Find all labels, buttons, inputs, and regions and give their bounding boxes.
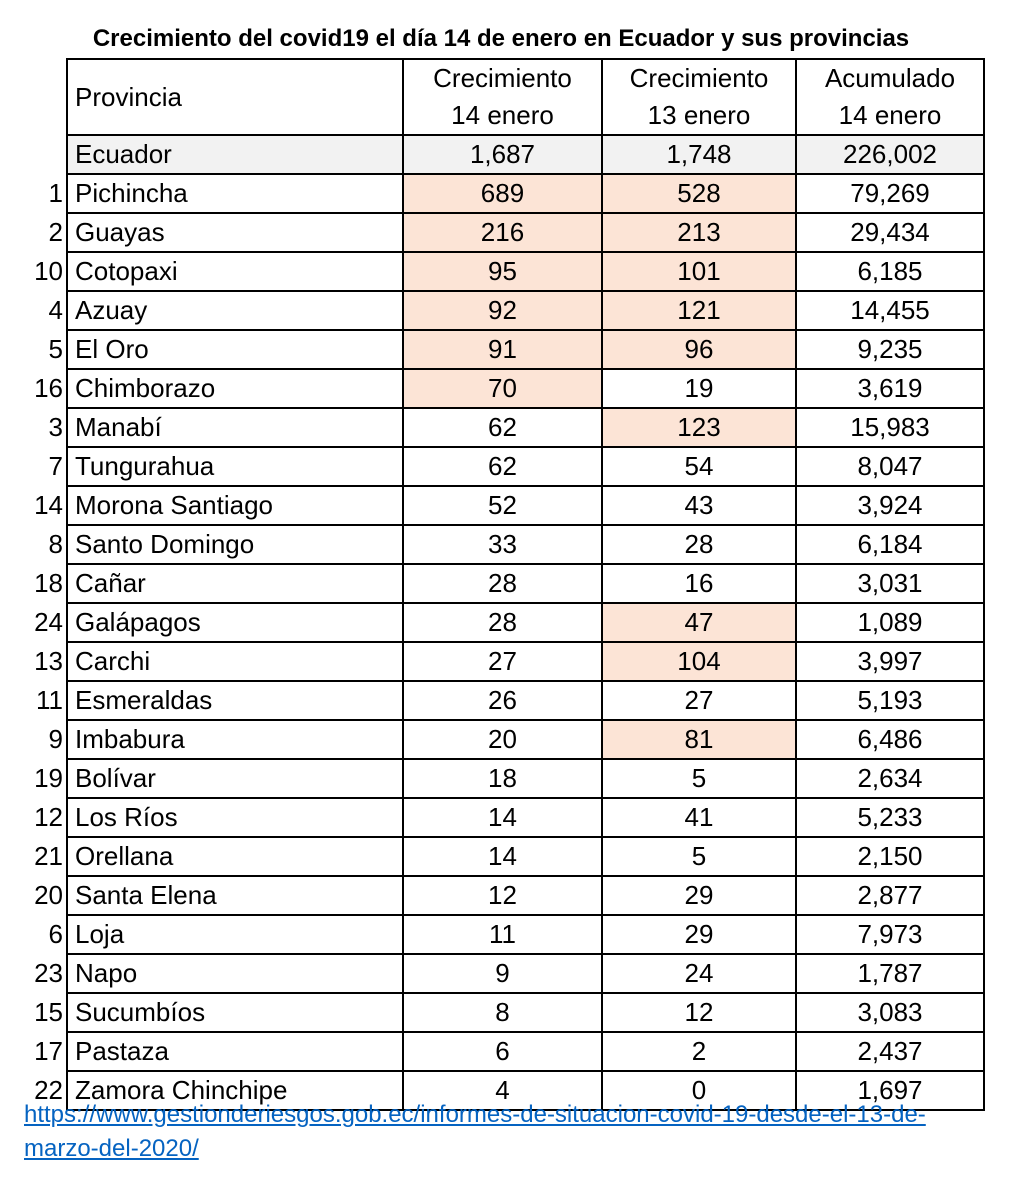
rank-header	[16, 59, 67, 135]
rank-cell: 7	[48, 451, 63, 481]
growth-13-cell: 213	[602, 213, 796, 252]
accumulated-cell: 2,877	[796, 876, 984, 915]
growth-13-cell: 28	[602, 525, 796, 564]
province-name-cell: Chimborazo	[67, 369, 403, 408]
growth-14-cell: 14	[403, 837, 602, 876]
province-name-cell: Loja	[67, 915, 403, 954]
growth-13-cell: 528	[602, 174, 796, 213]
province-name-cell: Orellana	[67, 837, 403, 876]
table-row	[16, 1032, 984, 1071]
table-row	[16, 369, 984, 408]
accumulated-cell: 3,997	[796, 642, 984, 681]
growth-14-cell: 6	[403, 1032, 602, 1071]
rank-cell: 17	[34, 1036, 63, 1066]
rank-cell: 15	[34, 997, 63, 1027]
growth-14-cell: 14	[403, 798, 602, 837]
accumulated-cell: 6,185	[796, 252, 984, 291]
table-row	[16, 603, 984, 642]
growth-14-cell: 52	[403, 486, 602, 525]
growth-13-cell: 2	[602, 1032, 796, 1071]
accumulated-cell: 1,787	[796, 954, 984, 993]
table-row	[16, 447, 984, 486]
rank-cell: 13	[34, 646, 63, 676]
table-row	[16, 798, 984, 837]
growth-13-cell: 27	[602, 681, 796, 720]
rank-cell: 3	[48, 412, 63, 442]
accumulated-cell: 6,184	[796, 525, 984, 564]
table-row	[16, 876, 984, 915]
total-growth-14-cell: 1,687	[403, 135, 602, 174]
table-row	[16, 642, 984, 681]
rank-cell: 18	[34, 568, 63, 598]
growth-14-cell: 28	[403, 564, 602, 603]
province-name-cell: Bolívar	[67, 759, 403, 798]
rank-cell: 4	[48, 295, 63, 325]
total-rank-cell	[16, 135, 67, 174]
rank-cell: 1	[48, 178, 63, 208]
province-name-cell: Cotopaxi	[67, 252, 403, 291]
rank-cell: 12	[34, 802, 63, 832]
table-row	[16, 291, 984, 330]
rank-cell: 14	[34, 490, 63, 520]
accumulated-cell: 2,150	[796, 837, 984, 876]
growth-13-cell: 16	[602, 564, 796, 603]
table-row	[16, 252, 984, 291]
growth-14-cell: 11	[403, 915, 602, 954]
accumulated-cell: 6,486	[796, 720, 984, 759]
growth-14-cell: 62	[403, 408, 602, 447]
accumulated-cell: 1,697	[796, 1071, 984, 1110]
rank-cell: 5	[48, 334, 63, 364]
table-row	[16, 993, 984, 1032]
growth-13-cell: 12	[602, 993, 796, 1032]
total-row	[16, 135, 984, 174]
province-name-cell: Azuay	[67, 291, 403, 330]
growth-13-cell: 29	[602, 876, 796, 915]
source-link[interactable]: https://www.gestionderiesgos.gob.ec/informes-de-situacion-covid-19-desde-el-13-de-marzo-del-2020/	[24, 1101, 926, 1162]
total-accumulated-cell: 226,002	[796, 135, 984, 174]
rank-cell: 19	[34, 763, 63, 793]
rank-cell: 10	[34, 256, 63, 286]
growth-13-cell: 47	[602, 603, 796, 642]
growth-13-cell: 41	[602, 798, 796, 837]
rank-cell: 6	[48, 919, 63, 949]
rank-cell: 20	[34, 880, 63, 910]
table-row	[16, 330, 984, 369]
growth-14-cell: 33	[403, 525, 602, 564]
province-name-cell: Morona Santiago	[67, 486, 403, 525]
growth-14-cell: 18	[403, 759, 602, 798]
accumulated-cell: 3,619	[796, 369, 984, 408]
growth-14-cell: 8	[403, 993, 602, 1032]
accumulated-cell: 8,047	[796, 447, 984, 486]
province-name-cell: Manabí	[67, 408, 403, 447]
rank-cell: 9	[48, 724, 63, 754]
growth-14-cell: 62	[403, 447, 602, 486]
accumulated-cell: 5,193	[796, 681, 984, 720]
accumulated-header	[796, 59, 984, 135]
growth-13-cell: 43	[602, 486, 796, 525]
province-name-cell: Napo	[67, 954, 403, 993]
table-row	[16, 564, 984, 603]
accumulated-cell: 29,434	[796, 213, 984, 252]
growth-13-cell: 24	[602, 954, 796, 993]
accumulated-cell: 15,983	[796, 408, 984, 447]
accumulated-cell: 2,634	[796, 759, 984, 798]
rank-cell: 22	[34, 1075, 63, 1105]
growth-14-cell: 689	[403, 174, 602, 213]
growth-14-cell: 26	[403, 681, 602, 720]
table-row	[16, 759, 984, 798]
accumulated-cell: 14,455	[796, 291, 984, 330]
growth-14-cell: 9	[403, 954, 602, 993]
province-name-cell: Tungurahua	[67, 447, 403, 486]
table-row	[16, 915, 984, 954]
growth-14-cell: 70	[403, 369, 602, 408]
growth-13-cell: 96	[602, 330, 796, 369]
province-name-cell: El Oro	[67, 330, 403, 369]
province-name-cell: Santo Domingo	[67, 525, 403, 564]
rank-cell: 23	[34, 958, 63, 988]
growth-14-header	[403, 59, 602, 135]
growth-14-cell: 28	[403, 603, 602, 642]
table-row	[16, 525, 984, 564]
rank-cell: 24	[34, 607, 63, 637]
growth-14-cell: 92	[403, 291, 602, 330]
growth-14-cell: 95	[403, 252, 602, 291]
growth-13-cell: 29	[602, 915, 796, 954]
growth-13-cell: 5	[602, 837, 796, 876]
province-name-cell: Carchi	[67, 642, 403, 681]
rank-cell: 16	[34, 373, 63, 403]
growth-13-cell: 123	[602, 408, 796, 447]
province-name-cell: Sucumbíos	[67, 993, 403, 1032]
provinces-table	[16, 58, 985, 1111]
rank-cell: 21	[34, 841, 63, 871]
table-row	[16, 837, 984, 876]
rank-cell: 8	[48, 529, 63, 559]
province-name-cell: Pichincha	[67, 174, 403, 213]
accumulated-cell: 3,031	[796, 564, 984, 603]
table-row	[16, 681, 984, 720]
accumulated-cell: 3,083	[796, 993, 984, 1032]
rank-cell: 2	[48, 217, 63, 247]
growth-13-cell: 104	[602, 642, 796, 681]
growth-13-header-line2: 13 enero	[647, 100, 751, 130]
table-row	[16, 174, 984, 213]
growth-13-header	[602, 59, 796, 135]
accumulated-cell: 5,233	[796, 798, 984, 837]
table-row	[16, 486, 984, 525]
table-row	[16, 720, 984, 759]
growth-14-header-line1: Crecimiento	[433, 63, 572, 93]
province-name-cell: Imbabura	[67, 720, 403, 759]
table-row	[16, 408, 984, 447]
province-name-cell: Zamora Chinchipe	[67, 1071, 403, 1110]
accumulated-cell: 7,973	[796, 915, 984, 954]
province-name-cell: Galápagos	[67, 603, 403, 642]
page-title: Crecimiento del covid19 el día 14 de enero en Ecuador y sus provincias	[92, 25, 910, 52]
growth-13-header-line1: Crecimiento	[629, 63, 769, 93]
growth-13-cell: 81	[602, 720, 796, 759]
accumulated-header-line2: 14 enero	[838, 100, 942, 130]
accumulated-cell: 9,235	[796, 330, 984, 369]
growth-14-cell: 20	[403, 720, 602, 759]
growth-13-cell: 0	[602, 1071, 796, 1110]
accumulated-cell: 2,437	[796, 1032, 984, 1071]
accumulated-cell: 79,269	[796, 174, 984, 213]
province-name-cell: Santa Elena	[67, 876, 403, 915]
total-name-cell: Ecuador	[67, 135, 403, 174]
total-growth-13-cell: 1,748	[602, 135, 796, 174]
growth-14-cell: 216	[403, 213, 602, 252]
header-row	[16, 59, 984, 135]
province-name-cell: Pastaza	[67, 1032, 403, 1071]
province-name-cell: Los Ríos	[67, 798, 403, 837]
rank-cell: 11	[36, 685, 63, 715]
province-name-cell: Guayas	[67, 213, 403, 252]
table-row	[16, 213, 984, 252]
growth-14-cell: 91	[403, 330, 602, 369]
growth-13-cell: 54	[602, 447, 796, 486]
table-row	[16, 954, 984, 993]
accumulated-header-line1: Acumulado	[824, 63, 956, 93]
accumulated-cell: 1,089	[796, 603, 984, 642]
growth-14-cell: 4	[403, 1071, 602, 1110]
growth-13-cell: 19	[602, 369, 796, 408]
province-name-cell: Esmeraldas	[67, 681, 403, 720]
growth-13-cell: 101	[602, 252, 796, 291]
growth-14-header-line2: 14 enero	[451, 100, 554, 130]
accumulated-cell: 3,924	[796, 486, 984, 525]
province-name-cell: Cañar	[67, 564, 403, 603]
growth-14-cell: 12	[403, 876, 602, 915]
growth-13-cell: 121	[602, 291, 796, 330]
provincia-header: Provincia	[67, 59, 403, 135]
growth-14-cell: 27	[403, 642, 602, 681]
growth-13-cell: 5	[602, 759, 796, 798]
